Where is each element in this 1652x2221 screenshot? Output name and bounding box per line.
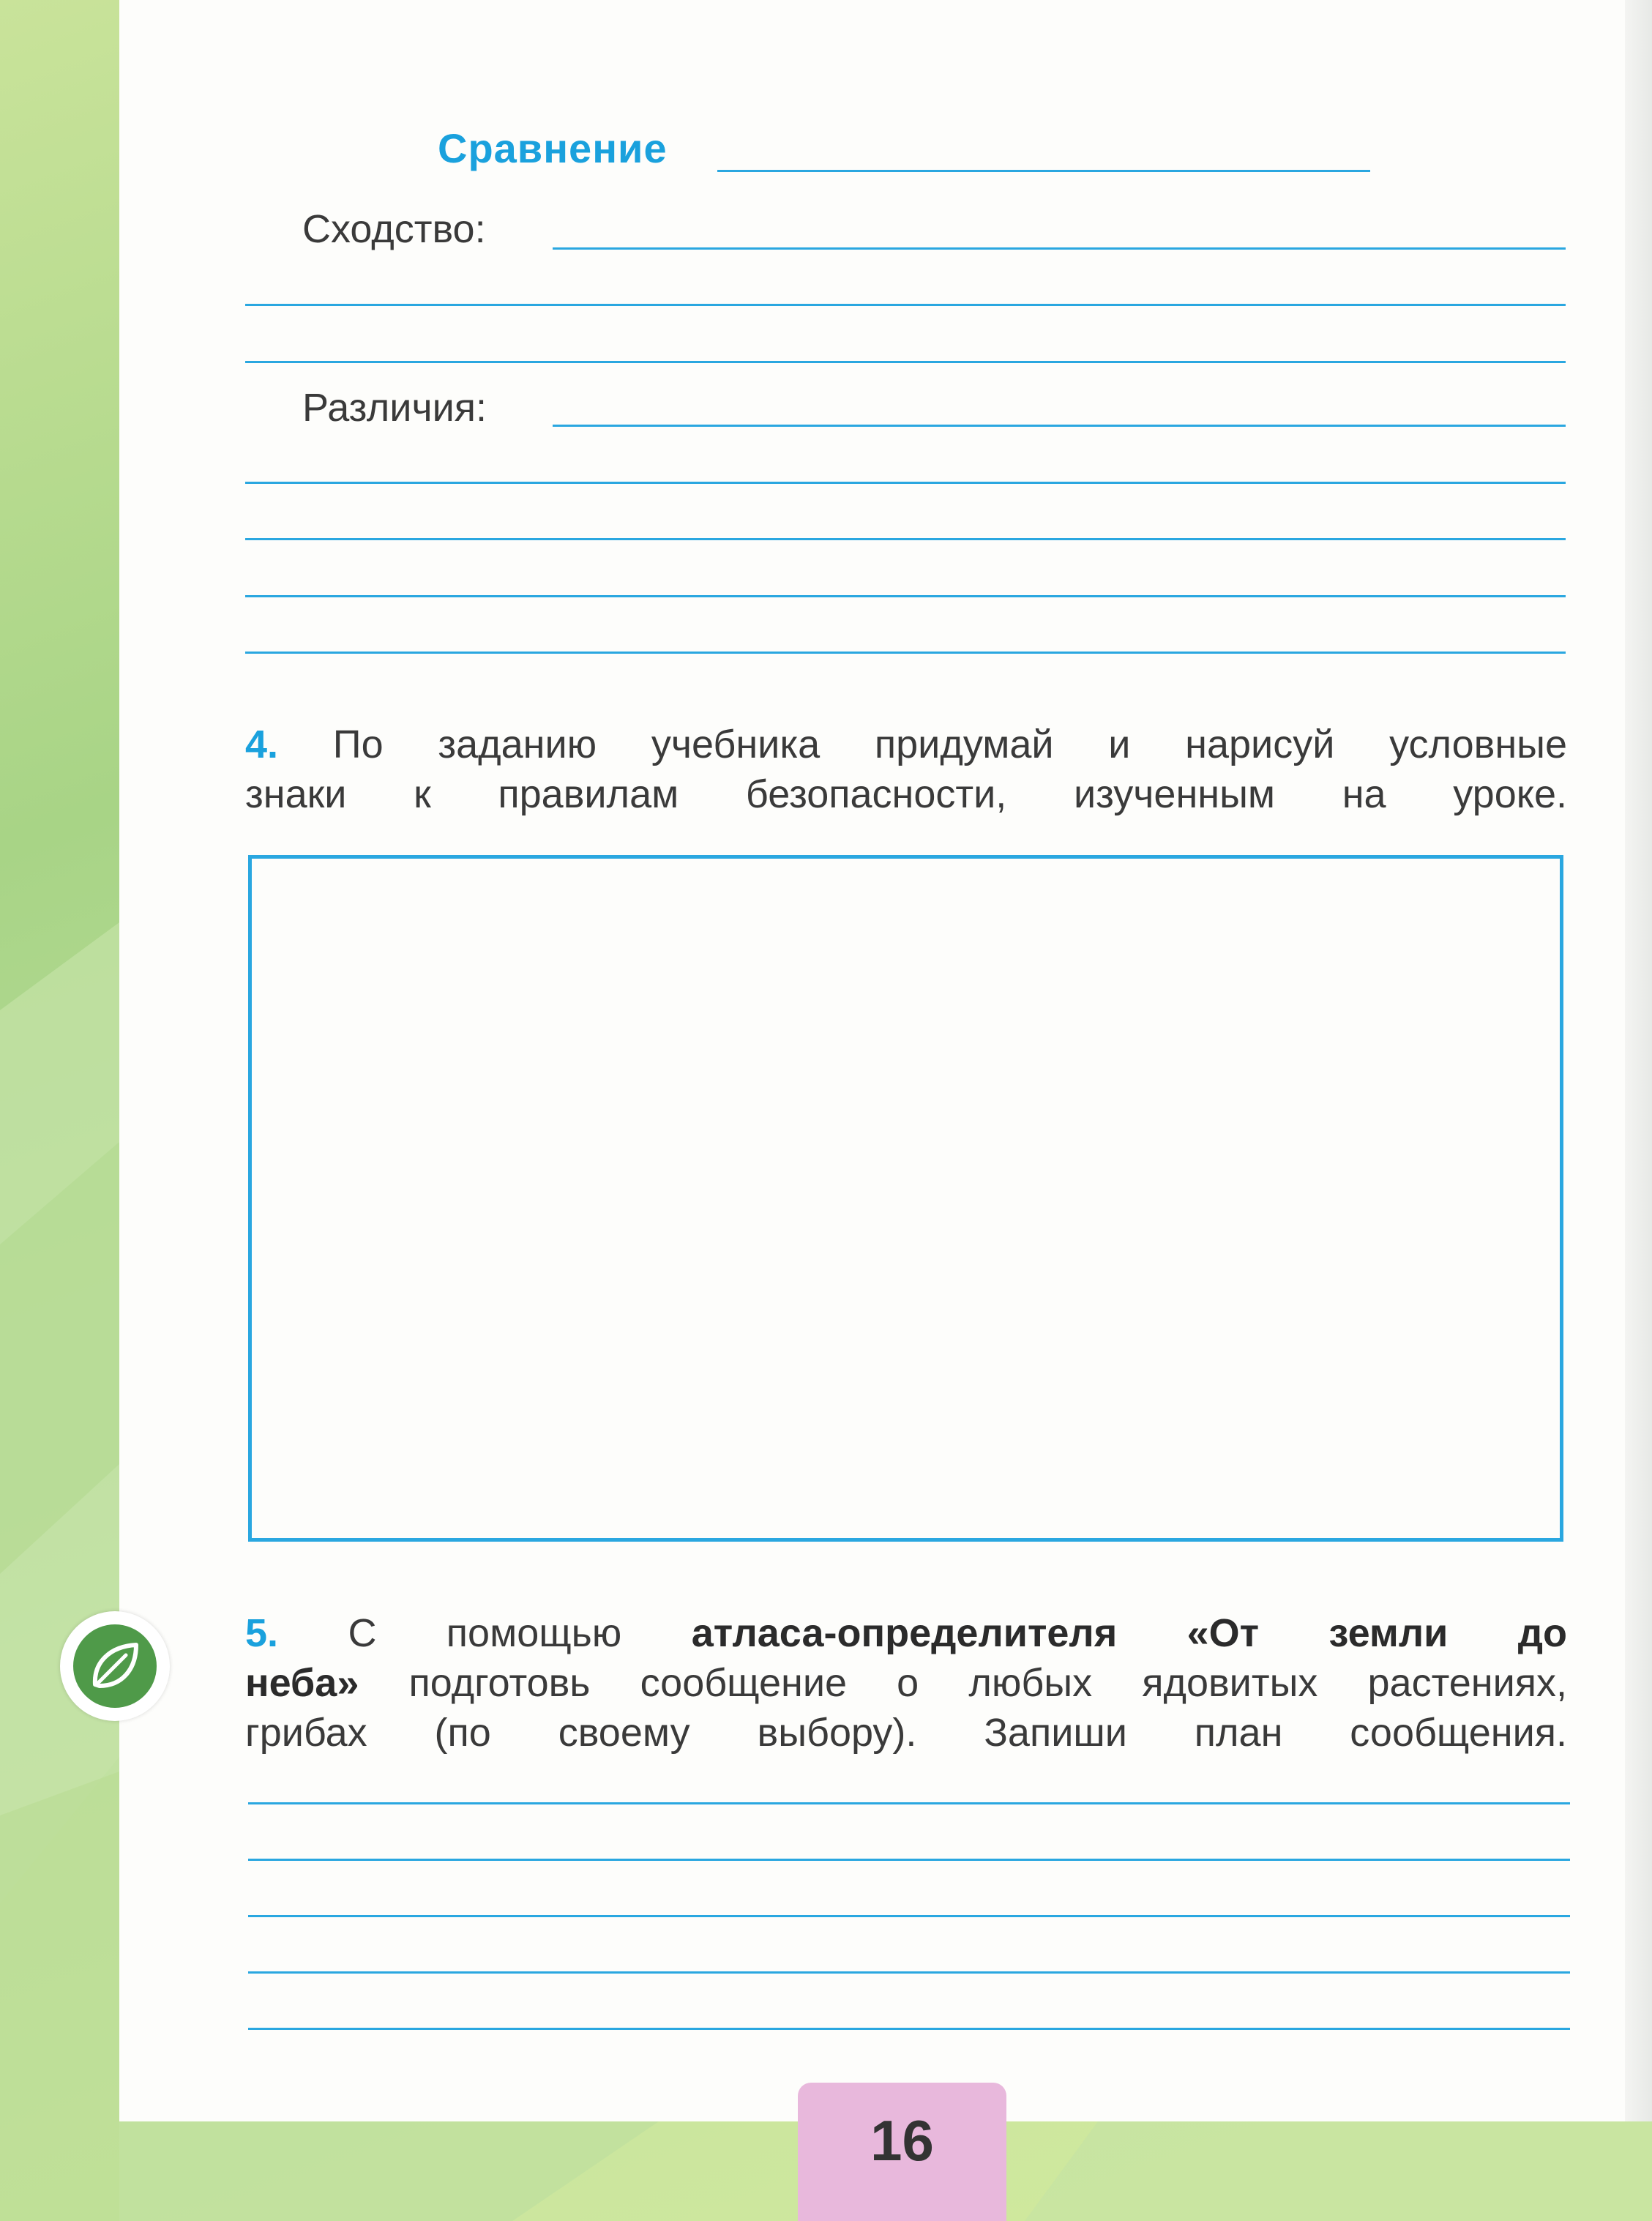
answer-line[interactable] (245, 652, 1566, 654)
answer-line[interactable] (248, 1859, 1570, 1861)
leaf-icon (73, 1624, 157, 1708)
differences-label: Различия: (302, 386, 487, 430)
answer-line[interactable] (248, 1915, 1570, 1917)
badge-circle (73, 1624, 157, 1708)
answer-line[interactable] (245, 361, 1566, 363)
page-number: 16 (870, 2108, 934, 2173)
similarity-label: Сходство: (302, 207, 486, 251)
comparison-heading: Сравнение (438, 125, 668, 171)
atlas-badge (60, 1611, 170, 1721)
answer-line[interactable] (245, 538, 1566, 540)
answer-line[interactable] (248, 1802, 1570, 1804)
answer-line[interactable] (717, 170, 1370, 172)
answer-line[interactable] (248, 2028, 1570, 2030)
task-4-text (245, 769, 1567, 819)
answer-line[interactable] (553, 425, 1566, 427)
task-number: 4. (245, 723, 279, 766)
task-4-line-2: знаки к правилам безопасности, изученным на уроке. (245, 772, 1567, 816)
task-5-text (245, 1658, 1567, 1708)
answer-line[interactable] (553, 247, 1566, 250)
atlas-title-end: неба» (245, 1661, 359, 1705)
answer-line[interactable] (245, 304, 1566, 306)
page-edge (1625, 0, 1652, 2121)
answer-line[interactable] (245, 595, 1566, 597)
task-number: 5. (245, 1611, 279, 1655)
task-5-text (245, 1608, 1567, 1658)
task-5-line-2-text: подготовь сообщение о любых ядовитых растениях, (408, 1661, 1567, 1705)
drawing-area[interactable] (248, 855, 1563, 1542)
task-4-text (245, 720, 1567, 769)
page-number-tab (798, 2083, 1006, 2221)
task-5-text (245, 1708, 1567, 1758)
task-5-line-3: грибах (по своему выбору). Запиши план сообщения. (245, 1711, 1567, 1755)
answer-line[interactable] (245, 482, 1566, 484)
atlas-title: атласа-определителя «От земли до (691, 1611, 1567, 1655)
answer-line[interactable] (248, 1971, 1570, 1974)
task-4-line-1: По заданию учебника придумай и нарисуй условные (332, 723, 1567, 766)
task-5-line-1-text: С помощью (348, 1611, 622, 1655)
